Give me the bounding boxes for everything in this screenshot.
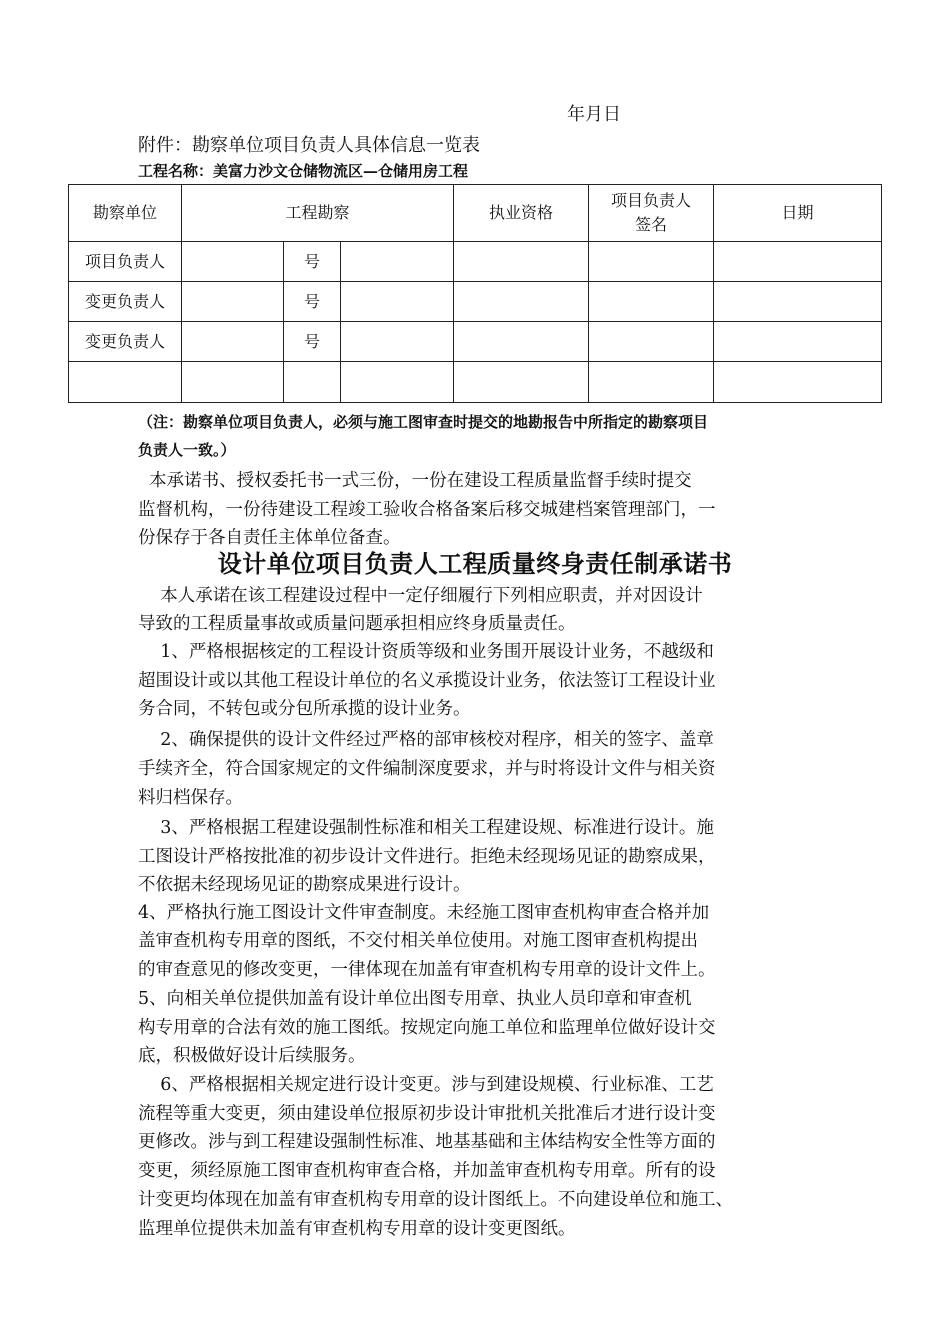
header-signature-line2: 签名 — [634, 215, 667, 234]
body-line: 的审查意见的修改变更，一律体现在加盖有审查机构专用章的设计文件上。 — [138, 960, 716, 980]
cell-empty — [454, 282, 589, 322]
row-number-label: 号 — [284, 282, 341, 322]
cell-empty — [341, 242, 454, 282]
body-line: 3、严格根据工程建设强制性标准和相关工程建设规、标准进行设计。施 — [138, 818, 714, 838]
row-label: 变更负责人 — [69, 322, 182, 362]
row-number-label: 号 — [284, 322, 341, 362]
cell-empty — [182, 362, 284, 403]
date-line: 年月日 — [567, 104, 621, 125]
row-label — [69, 362, 182, 403]
table-row — [69, 282, 882, 322]
document-title: 设计单位项目负责人工程质量终身责任制承诺书 — [217, 549, 733, 578]
table-header-row — [69, 185, 882, 242]
body-line: 4、严格执行施工图设计文件审查制度。未经施工图审查机构审查合格并加 — [138, 903, 710, 923]
note-line: 负责人一致。） — [138, 441, 236, 459]
header-engineering-survey: 工程勘察 — [182, 185, 454, 242]
project-name: 工程名称：美富力沙文仓储物流区—仓储用房工程 — [138, 162, 469, 180]
body-line: 构专用章的合法有效的施工图纸。按规定向施工单位和监理单位做好设计交 — [138, 1018, 716, 1038]
header-qualification: 执业资格 — [454, 185, 589, 242]
body-line: 导致的工程质量事故或质量问题承担相应终身质量责任。 — [138, 614, 576, 634]
table-row — [69, 362, 882, 403]
body-line: 监理单位提供未加盖有审查机构专用章的设计变更图纸。 — [138, 1219, 576, 1239]
header-survey-unit: 勘察单位 — [69, 185, 182, 242]
body-line: 1、严格根据核定的工程设计资质等级和业务围开展设计业务，不越级和 — [138, 642, 714, 662]
body-line: 务合同，不转包或分包所承揽的设计业务。 — [138, 699, 471, 719]
cell-empty — [341, 362, 454, 403]
cell-empty — [589, 362, 714, 403]
table-row — [69, 322, 882, 362]
header-signature — [589, 185, 714, 242]
cell-empty — [589, 322, 714, 362]
cell-empty — [589, 242, 714, 282]
body-line: 超围设计或以其他工程设计单位的名义承揽设计业务，依法签订工程设计业 — [138, 671, 716, 691]
row-number-label: 号 — [284, 242, 341, 282]
header-signature-line1: 项目负责人 — [610, 191, 691, 210]
cell-empty — [714, 322, 882, 362]
cell-empty — [714, 282, 882, 322]
attachment-title: 附件：勘察单位项目负责人具体信息一览表 — [138, 135, 480, 156]
body-line: 变更，须经原施工图审查机构审查合格，并加盖审查机构专用章。所有的设 — [138, 1161, 716, 1181]
row-label: 变更负责人 — [69, 282, 182, 322]
table-row — [69, 242, 882, 282]
body-line: 盖审查机构专用章的图纸，不交付相关单位使用。对施工图审查机构提出 — [138, 931, 698, 951]
body-line: 料归档保存。 — [138, 788, 243, 808]
cell-empty — [589, 282, 714, 322]
body-line: 计变更均体现在加盖有审查机构专用章的设计图纸上。不向建设单位和施工、 — [138, 1190, 733, 1210]
cell-empty — [341, 322, 454, 362]
body-line: 本人承诺在该工程建设过程中一定仔细履行下列相应职责，并对因设计 — [138, 586, 703, 606]
body-line: 底，积极做好设计后续服务。 — [138, 1046, 366, 1066]
cell-empty — [714, 242, 882, 282]
row-number-label — [284, 362, 341, 403]
body-line: 5、向相关单位提供加盖有设计单位出图专用章、执业人员印章和审查机 — [138, 989, 692, 1009]
cell-empty — [454, 322, 589, 362]
header-date: 日期 — [714, 185, 882, 242]
cell-empty — [182, 242, 284, 282]
body-line: 手续齐全，符合国家规定的文件编制深度要求，并与时将设计文件与相关资 — [138, 759, 716, 779]
body-line: 6、严格根据相关规定进行设计变更。涉与到建设规模、行业标准、工艺 — [138, 1075, 714, 1095]
copies-line: 份保存于各自责任主体单位备查。 — [138, 528, 401, 548]
cell-empty — [714, 362, 882, 403]
copies-line: 监督机构，一份待建设工程竣工验收合格备案后移交城建档案管理部门，一 — [138, 500, 716, 520]
body-line: 更修改。涉与到工程建设强制性标准、地基基础和主体结构安全性等方面的 — [138, 1132, 716, 1152]
cell-empty — [182, 322, 284, 362]
body-line: 2、确保提供的设计文件经过严格的部审核校对程序，相关的签字、盖章 — [138, 730, 714, 750]
body-line: 工图设计严格按批准的初步设计文件进行。拒绝未经现场见证的勘察成果， — [138, 847, 716, 867]
body-line: 不依据未经现场见证的勘察成果进行设计。 — [138, 875, 471, 895]
copies-line: 本承诺书、授权委托书一式三份，一份在建设工程质量监督手续时提交 — [138, 471, 692, 491]
cell-empty — [454, 362, 589, 403]
row-label: 项目负责人 — [69, 242, 182, 282]
body-line: 流程等重大变更，须由建设单位报原初步设计审批机关批准后才进行设计变 — [138, 1104, 716, 1124]
cell-empty — [341, 282, 454, 322]
note-line: （注：勘察单位项目负责人，必须与施工图审查时提交的地勘报告中所指定的勘察项目 — [138, 413, 709, 431]
survey-info-table — [68, 184, 882, 403]
cell-empty — [182, 282, 284, 322]
cell-empty — [454, 242, 589, 282]
